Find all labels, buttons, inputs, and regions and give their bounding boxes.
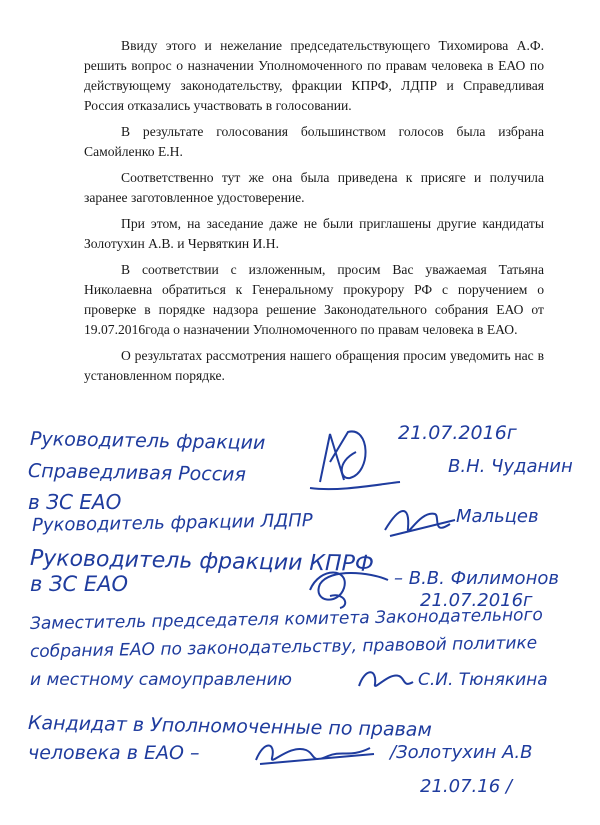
signature-deputy xyxy=(355,664,415,694)
kprf-date: 21.07.2016г xyxy=(420,590,533,611)
paragraph-4: При этом, на заседание даже не были приглашены другие кандидаты Золотухин А.В. и Червяткин И.Н. xyxy=(84,216,544,251)
sr-date: 21.07.2016г xyxy=(398,422,517,444)
kprf-name: – В.В. Филимонов xyxy=(394,568,559,589)
kprf-title-line2: в ЗС ЕАО xyxy=(30,572,129,596)
deputy-line2: собрания ЕАО по законодательству, правовой политике xyxy=(29,633,538,662)
candidate-name: /Золотухин А.В xyxy=(390,742,533,763)
kprf-title-line1: Руководитель фракции КПРФ xyxy=(29,546,374,577)
paragraph-1: Ввиду этого и нежелание председательствующего Тихомирова А.Ф. решить вопрос о назначении Уполномоченного по правам человека в ЕАО по действующему законодательству, фракции КПРФ, ЛДПР и Справедливая Россия отказались участвовать в голосовании. xyxy=(84,38,544,113)
ldpr-name: Мальцев xyxy=(456,506,539,527)
signature-candidate xyxy=(250,734,380,770)
signature-sr xyxy=(300,422,410,502)
sr-title-line2: Справедливая Россия xyxy=(27,460,247,486)
ldpr-title: Руководитель фракции ЛДПР xyxy=(31,510,313,536)
deputy-line1: Заместитель председателя комитета Законодательного xyxy=(29,605,544,634)
candidate-line1: Кандидат в Уполномоченные по правам xyxy=(27,712,432,742)
deputy-name: С.И. Тюнякина xyxy=(418,670,548,690)
sr-title-line1: Руководитель фракции xyxy=(29,428,266,455)
paragraph-2: В результате голосования большинством голосов была избрана Самойленко Е.Н. xyxy=(84,124,544,159)
paragraph-5: В соответствии с изложенным, просим Вас уважаемая Татьяна Николаевна обратиться к Генеральному прокурору РФ с поручением о проверке в порядке надзора решение Законодательного собрания ЕАО от 19.07.2016года о назначении Уполномоченного по правам человека в ЕАО. xyxy=(84,262,544,337)
signature-ldpr xyxy=(380,500,460,545)
paragraph-3: Соответственно тут же она была приведена к присяге и получила заранее заготовленное удостоверение. xyxy=(84,170,544,205)
sr-title-line3: в ЗС ЕАО xyxy=(28,490,122,514)
paragraph-6: О результатах рассмотрения нашего обращения просим уведомить нас в установленном порядке. xyxy=(84,348,544,383)
deputy-line3: и местному самоуправлению xyxy=(30,670,292,690)
candidate-date: 21.07.16 / xyxy=(420,776,512,797)
letter-body xyxy=(84,36,544,392)
sr-name: В.Н. Чуданин xyxy=(448,456,573,477)
candidate-line2: человека в ЕАО – xyxy=(28,742,200,764)
